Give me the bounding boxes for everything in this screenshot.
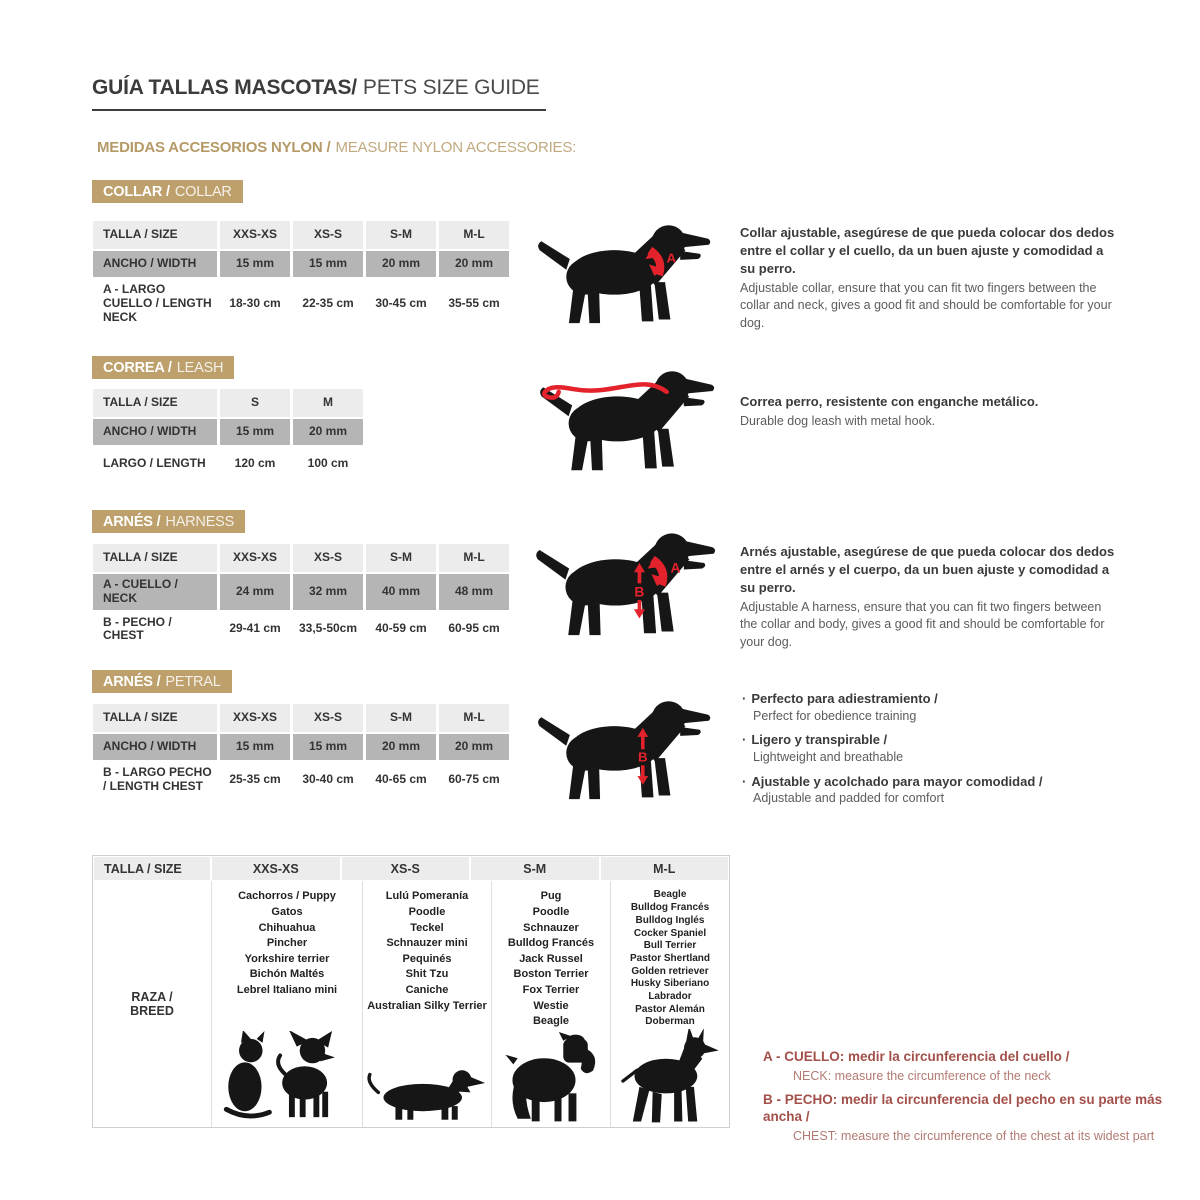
breed-header-label: TALLA / SIZE <box>94 857 210 880</box>
note-text-en: NECK: measure the circumference of the neck <box>793 1068 1051 1083</box>
leash-desc-es: Correa perro, resistente con enganche metálico. <box>740 394 1039 409</box>
size-value-cell: S-M <box>366 704 436 732</box>
size-value-cell: 40-65 cm <box>366 762 436 798</box>
size-table-row <box>93 544 509 572</box>
size-value-cell: 120 cm <box>220 447 290 481</box>
size-row-label: LARGO / LENGTH <box>93 447 217 481</box>
collar-desc-es: Collar ajustable, asegúrese de que pueda colocar dos dedos entre el collar y el cuello, da un buen ajuste y comodidad a su perro. <box>740 225 1115 276</box>
bullet-text-en: Adjustable and padded for comfort <box>753 791 945 806</box>
bullet-text-es: · Perfecto para adiestramiento / <box>742 691 938 706</box>
breed-name: Labrador <box>648 990 692 1002</box>
harness-desc-en: Adjustable A harness, ensure that you can fit two fingers between the collar and body, gives a good fit and should be comfortable for your dog. <box>740 599 1105 649</box>
breed-header-size: S-M <box>471 857 599 880</box>
size-table-row <box>93 612 509 648</box>
cat-and-chihuahua-icon <box>212 1031 362 1127</box>
breed-name: Cocker Spaniel <box>633 927 707 939</box>
breed-name: Golden retriever <box>631 965 709 977</box>
size-value-cell: XS-S <box>293 221 363 249</box>
size-value-cell: 60-75 cm <box>439 762 509 798</box>
breed-name: Lulú Pomeranía <box>385 890 469 903</box>
petral-dog-diagram <box>536 694 714 801</box>
page-subtitle <box>97 139 576 156</box>
size-row-label: TALLA / SIZE <box>93 704 217 732</box>
breed-name: Gatos <box>271 906 303 919</box>
size-value-cell: 15 mm <box>293 734 363 760</box>
size-value-cell: 35-55 cm <box>439 279 509 328</box>
size-value-cell: 40-59 cm <box>366 612 436 648</box>
breed-name: Westie <box>533 999 569 1012</box>
size-value-cell: 30-40 cm <box>293 762 363 798</box>
size-value-cell: S-M <box>366 544 436 572</box>
size-table-row <box>93 447 363 481</box>
leash-section-badge <box>92 356 234 379</box>
petral-section-badge <box>92 670 232 693</box>
size-value-cell: M-L <box>439 544 509 572</box>
harness-badge-en: HARNESS <box>165 514 235 530</box>
size-value-cell: 15 mm <box>220 419 290 445</box>
size-value-cell: 20 mm <box>439 734 509 760</box>
harness-desc-es: Arnés ajustable, asegúrese de que pueda colocar dos dedos entre el arnés y el cuerpo, da un buen ajuste y comodidad a su perro. <box>740 544 1115 595</box>
harness-dog-diagram <box>534 526 719 637</box>
size-value-cell: 20 mm <box>366 734 436 760</box>
breed-name: Poodle <box>532 906 570 919</box>
breed-name: Teckel <box>410 921 444 934</box>
size-value-cell: 20 mm <box>293 419 363 445</box>
breed-name: Lebrel Italiano mini <box>236 984 338 997</box>
leash-dog-diagram <box>538 364 718 472</box>
breed-name: Bull Terrier <box>643 940 697 952</box>
size-row-label: B - PECHO / CHEST <box>93 612 217 648</box>
size-table-row <box>93 762 509 798</box>
breed-name: Jack Russel <box>519 952 583 965</box>
size-value-cell: 20 mm <box>439 251 509 277</box>
feature-bullet <box>742 773 1142 807</box>
page-title-en: PETS SIZE GUIDE <box>362 76 540 99</box>
breed-header-size: XXS-XS <box>212 857 340 880</box>
breed-col-xxs-xs <box>211 881 362 1127</box>
breed-name: Yorkshire terrier <box>244 952 330 965</box>
bullet-text-en: Lightweight and breathable <box>753 749 904 764</box>
breed-col-m-l <box>610 881 729 1127</box>
breed-name: Bulldog Francés <box>630 902 710 914</box>
breed-name: Schnauzer mini <box>386 937 468 950</box>
breed-size-table <box>92 855 730 1128</box>
collar-badge-es: COLLAR / <box>103 184 170 200</box>
size-value-cell: 15 mm <box>293 251 363 277</box>
size-value-cell: S-M <box>366 221 436 249</box>
schnauzer-icon <box>496 1032 606 1127</box>
measure-note <box>763 1048 1173 1084</box>
note-text-es: B - PECHO: medir la circunferencia del pecho en su parte más ancha / <box>763 1091 1163 1125</box>
size-row-label: ANCHO / WIDTH <box>93 251 217 277</box>
breed-name: Chihuahua <box>258 921 316 934</box>
size-value-cell: M <box>293 389 363 417</box>
size-value-cell: 60-95 cm <box>439 612 509 648</box>
feature-bullet <box>742 731 1142 765</box>
leash-size-table <box>90 387 366 483</box>
size-value-cell: M-L <box>439 704 509 732</box>
size-value-cell: 15 mm <box>220 251 290 277</box>
size-value-cell: M-L <box>439 221 509 249</box>
harness-size-table <box>90 542 512 649</box>
size-table-row <box>93 251 509 277</box>
size-row-label: A - CUELLO / NECK <box>93 574 217 610</box>
harness-measure-label-b: B <box>634 583 645 600</box>
bullet-text-es: · Ligero y transpirable / <box>742 732 888 748</box>
breed-col-xs-s <box>362 881 491 1127</box>
size-value-cell: 100 cm <box>293 447 363 481</box>
breed-header-size: M-L <box>601 857 729 880</box>
breed-name: Cachorros / Puppy <box>238 890 336 903</box>
bullet-dot-icon: · <box>742 691 747 706</box>
breed-name: Schnauzer <box>523 921 579 934</box>
petral-measure-label-b: B <box>637 749 648 765</box>
breed-name: Beagle <box>653 889 687 901</box>
size-value-cell: 32 mm <box>293 574 363 610</box>
breed-name: Poodle <box>408 906 446 919</box>
size-value-cell: 24 mm <box>220 574 290 610</box>
size-value-cell: 40 mm <box>366 574 436 610</box>
breed-name: Caniche <box>405 984 449 997</box>
size-value-cell: 30-45 cm <box>366 279 436 328</box>
leash-description <box>740 393 1122 430</box>
size-table-row <box>93 734 509 760</box>
dachshund-icon <box>363 1060 491 1127</box>
harness-section-badge <box>92 510 245 533</box>
doberman-icon <box>611 1029 729 1127</box>
bullet-text-en: Perfect for obedience training <box>753 708 917 723</box>
breed-name: Bulldog Inglés <box>635 914 705 926</box>
leash-badge-es: CORREA / <box>103 360 172 376</box>
page-subtitle-es: MEDIDAS ACCESORIOS NYLON / <box>97 139 331 156</box>
size-value-cell: XXS-XS <box>220 221 290 249</box>
size-value-cell: XS-S <box>293 704 363 732</box>
breed-table-header <box>93 856 729 881</box>
collar-size-table <box>90 219 512 330</box>
breed-name: Pequinés <box>402 952 452 965</box>
breed-name: Bulldog Francés <box>507 937 595 950</box>
size-row-label: A - LARGO CUELLO / LENGTH NECK <box>93 279 217 328</box>
size-row-label: TALLA / SIZE <box>93 389 217 417</box>
petral-feature-bullets <box>742 690 1142 814</box>
note-text-es: A - CUELLO: medir la circunferencia del cuello / <box>763 1049 1070 1064</box>
collar-measure-label-a: A <box>666 250 677 266</box>
size-row-label: TALLA / SIZE <box>93 221 217 249</box>
breed-col-s-m <box>491 881 610 1127</box>
size-value-cell: XXS-XS <box>220 544 290 572</box>
leash-badge-en: LEASH <box>176 360 224 376</box>
harness-badge-es: ARNÉS / <box>103 514 161 530</box>
breed-table-body <box>93 881 729 1127</box>
breed-name: Fox Terrier <box>522 984 580 997</box>
size-value-cell: S <box>220 389 290 417</box>
size-value-cell: XXS-XS <box>220 704 290 732</box>
breed-name: Shit Tzu <box>405 968 449 981</box>
size-value-cell: 48 mm <box>439 574 509 610</box>
breed-name: Australian Silky Terrier <box>367 999 487 1012</box>
breed-name: Beagle <box>532 1015 570 1028</box>
size-value-cell: 15 mm <box>220 734 290 760</box>
size-row-label: ANCHO / WIDTH <box>93 734 217 760</box>
size-row-label: ANCHO / WIDTH <box>93 419 217 445</box>
breed-name: Pug <box>540 890 562 903</box>
petral-badge-en: PETRAL <box>165 674 221 690</box>
petral-badge-es: ARNÉS / <box>103 674 161 690</box>
size-value-cell: XS-S <box>293 544 363 572</box>
bullet-dot-icon: · <box>742 732 747 748</box>
collar-description <box>740 224 1122 332</box>
collar-section-badge <box>92 180 243 203</box>
breed-name: Pastor Alemán <box>635 1003 705 1015</box>
bullet-text-es: · Ajustable y acolchado para mayor comodidad / <box>742 773 1043 789</box>
harness-description <box>740 543 1122 651</box>
feature-bullet <box>742 690 1142 724</box>
size-table-row <box>93 574 509 610</box>
size-table-row <box>93 419 363 445</box>
size-table-row <box>93 389 363 417</box>
collar-desc-en: Adjustable collar, ensure that you can fit two fingers between the collar and neck, gives a good fit and should be comfortable for your dog. <box>740 280 1112 330</box>
breed-name: Bichón Maltés <box>249 968 325 981</box>
page-subtitle-en: MEASURE NYLON ACCESSORIES: <box>335 139 577 156</box>
size-value-cell: 18-30 cm <box>220 279 290 328</box>
breed-name: Pincher <box>266 937 308 950</box>
size-value-cell: 25-35 cm <box>220 762 290 798</box>
petral-size-table <box>90 702 512 800</box>
measure-note <box>763 1091 1173 1144</box>
size-value-cell: 20 mm <box>366 251 436 277</box>
page-title <box>92 76 546 111</box>
size-value-cell: 22-35 cm <box>293 279 363 328</box>
size-value-cell: 33,5-50cm <box>293 612 363 648</box>
size-row-label: B - LARGO PECHO / LENGTH CHEST <box>93 762 217 798</box>
collar-badge-en: COLLAR <box>174 184 232 200</box>
breed-name: Husky Siberiano <box>630 978 710 990</box>
size-table-row <box>93 221 509 249</box>
harness-measure-label-a: A <box>670 559 681 576</box>
note-text-en: CHEST: measure the circumference of the chest at its widest part <box>793 1128 1155 1143</box>
breed-row-label: RAZA / BREED <box>130 990 174 1019</box>
bullet-dot-icon: · <box>742 773 747 789</box>
breed-name: Doberman <box>645 1016 695 1028</box>
page-title-es: GUÍA TALLAS MASCOTAS/ <box>92 76 357 99</box>
breed-name: Boston Terrier <box>513 968 589 981</box>
size-row-label: TALLA / SIZE <box>93 544 217 572</box>
size-value-cell: 29-41 cm <box>220 612 290 648</box>
size-table-row <box>93 279 509 328</box>
breed-header-size: XS-S <box>342 857 470 880</box>
measurement-notes <box>763 1048 1173 1151</box>
leash-desc-en: Durable dog leash with metal hook. <box>740 413 936 428</box>
size-table-row <box>93 704 509 732</box>
collar-dog-diagram <box>536 218 714 325</box>
breed-name: Pastor Shertland <box>629 952 711 964</box>
